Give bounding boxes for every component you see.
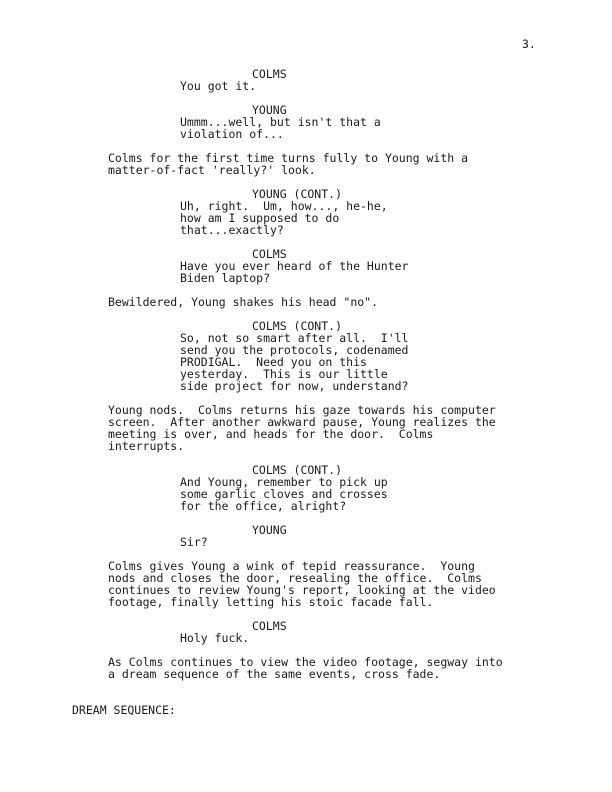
action-paragraph bbox=[108, 656, 503, 680]
script-line: meeting is over, and heads for the door. Colms bbox=[108, 427, 434, 441]
script-line: COLMS bbox=[252, 247, 287, 261]
script-line: You got it. bbox=[180, 79, 257, 93]
scene-transition bbox=[72, 704, 176, 716]
character-cue bbox=[252, 524, 287, 536]
dialogue bbox=[180, 632, 249, 644]
script-line: nods and closes the door, resealing the office. Colms bbox=[108, 571, 482, 585]
script-line: COLMS (CONT.) bbox=[252, 319, 343, 333]
script-line: yesterday. This is our little bbox=[180, 367, 388, 381]
script-line: Colms for the first time turns fully to Young with a bbox=[108, 151, 469, 165]
script-line: that...exactly? bbox=[180, 223, 284, 237]
script-line: Biden laptop? bbox=[180, 271, 271, 285]
action-paragraph bbox=[108, 404, 496, 452]
script-line: As Colms continues to view the video footage, segway into bbox=[108, 655, 503, 669]
script-line: DREAM SEQUENCE: bbox=[72, 703, 176, 717]
script-line: Have you ever heard of the Hunter bbox=[180, 259, 409, 273]
dialogue bbox=[180, 476, 388, 512]
script-line: Uh, right. Um, how..., he-he, bbox=[180, 199, 388, 213]
script-line: YOUNG bbox=[252, 103, 287, 117]
action-paragraph bbox=[108, 560, 496, 608]
script-line: COLMS (CONT.) bbox=[252, 463, 343, 477]
script-line: YOUNG (CONT.) bbox=[252, 187, 343, 201]
script-line: send you the protocols, codenamed bbox=[180, 343, 409, 357]
script-line: COLMS bbox=[252, 67, 287, 81]
script-line: YOUNG bbox=[252, 523, 287, 537]
script-line: violation of... bbox=[180, 127, 284, 141]
script-line: continues to review Young's report, looking at the video bbox=[108, 583, 496, 597]
action-paragraph bbox=[108, 296, 378, 308]
script-line: COLMS bbox=[252, 619, 287, 633]
script-line: And Young, remember to pick up bbox=[180, 475, 388, 489]
script-line: Holy fuck. bbox=[180, 631, 250, 645]
script-line: Sir? bbox=[180, 535, 208, 549]
character-cue bbox=[252, 68, 287, 80]
script-line: So, not so smart after all. I'll bbox=[180, 331, 409, 345]
script-line: for the office, alright? bbox=[180, 499, 347, 513]
script-line: Colms gives Young a wink of tepid reassurance. Young bbox=[108, 559, 475, 573]
page-number: 3. bbox=[522, 37, 536, 51]
script-line: Bewildered, Young shakes his head "no". bbox=[108, 295, 379, 309]
script-line: screen. After another awkward pause, Young realizes the bbox=[108, 415, 496, 429]
script-line: a dream sequence of the same events, cross fade. bbox=[108, 667, 441, 681]
dialogue bbox=[180, 536, 208, 548]
character-cue bbox=[252, 620, 287, 632]
script-line: interrupts. bbox=[108, 439, 185, 453]
script-line: how am I supposed to do bbox=[180, 211, 340, 225]
dialogue bbox=[180, 260, 408, 284]
script-line: PRODIGAL. Need you on this bbox=[180, 355, 367, 369]
dialogue bbox=[180, 200, 388, 236]
script-line: Ummm...well, but isn't that a bbox=[180, 115, 381, 129]
action-paragraph bbox=[108, 152, 468, 176]
dialogue bbox=[180, 116, 381, 140]
dialogue bbox=[180, 80, 256, 92]
script-line: matter-of-fact 'really?' look. bbox=[108, 163, 316, 177]
script-line: footage, finally letting his stoic facade fall. bbox=[108, 595, 434, 609]
script-line: some garlic cloves and crosses bbox=[180, 487, 388, 501]
script-line: side project for now, understand? bbox=[180, 379, 409, 393]
dialogue bbox=[180, 332, 408, 392]
script-line: Young nods. Colms returns his gaze towards his computer bbox=[108, 403, 496, 417]
